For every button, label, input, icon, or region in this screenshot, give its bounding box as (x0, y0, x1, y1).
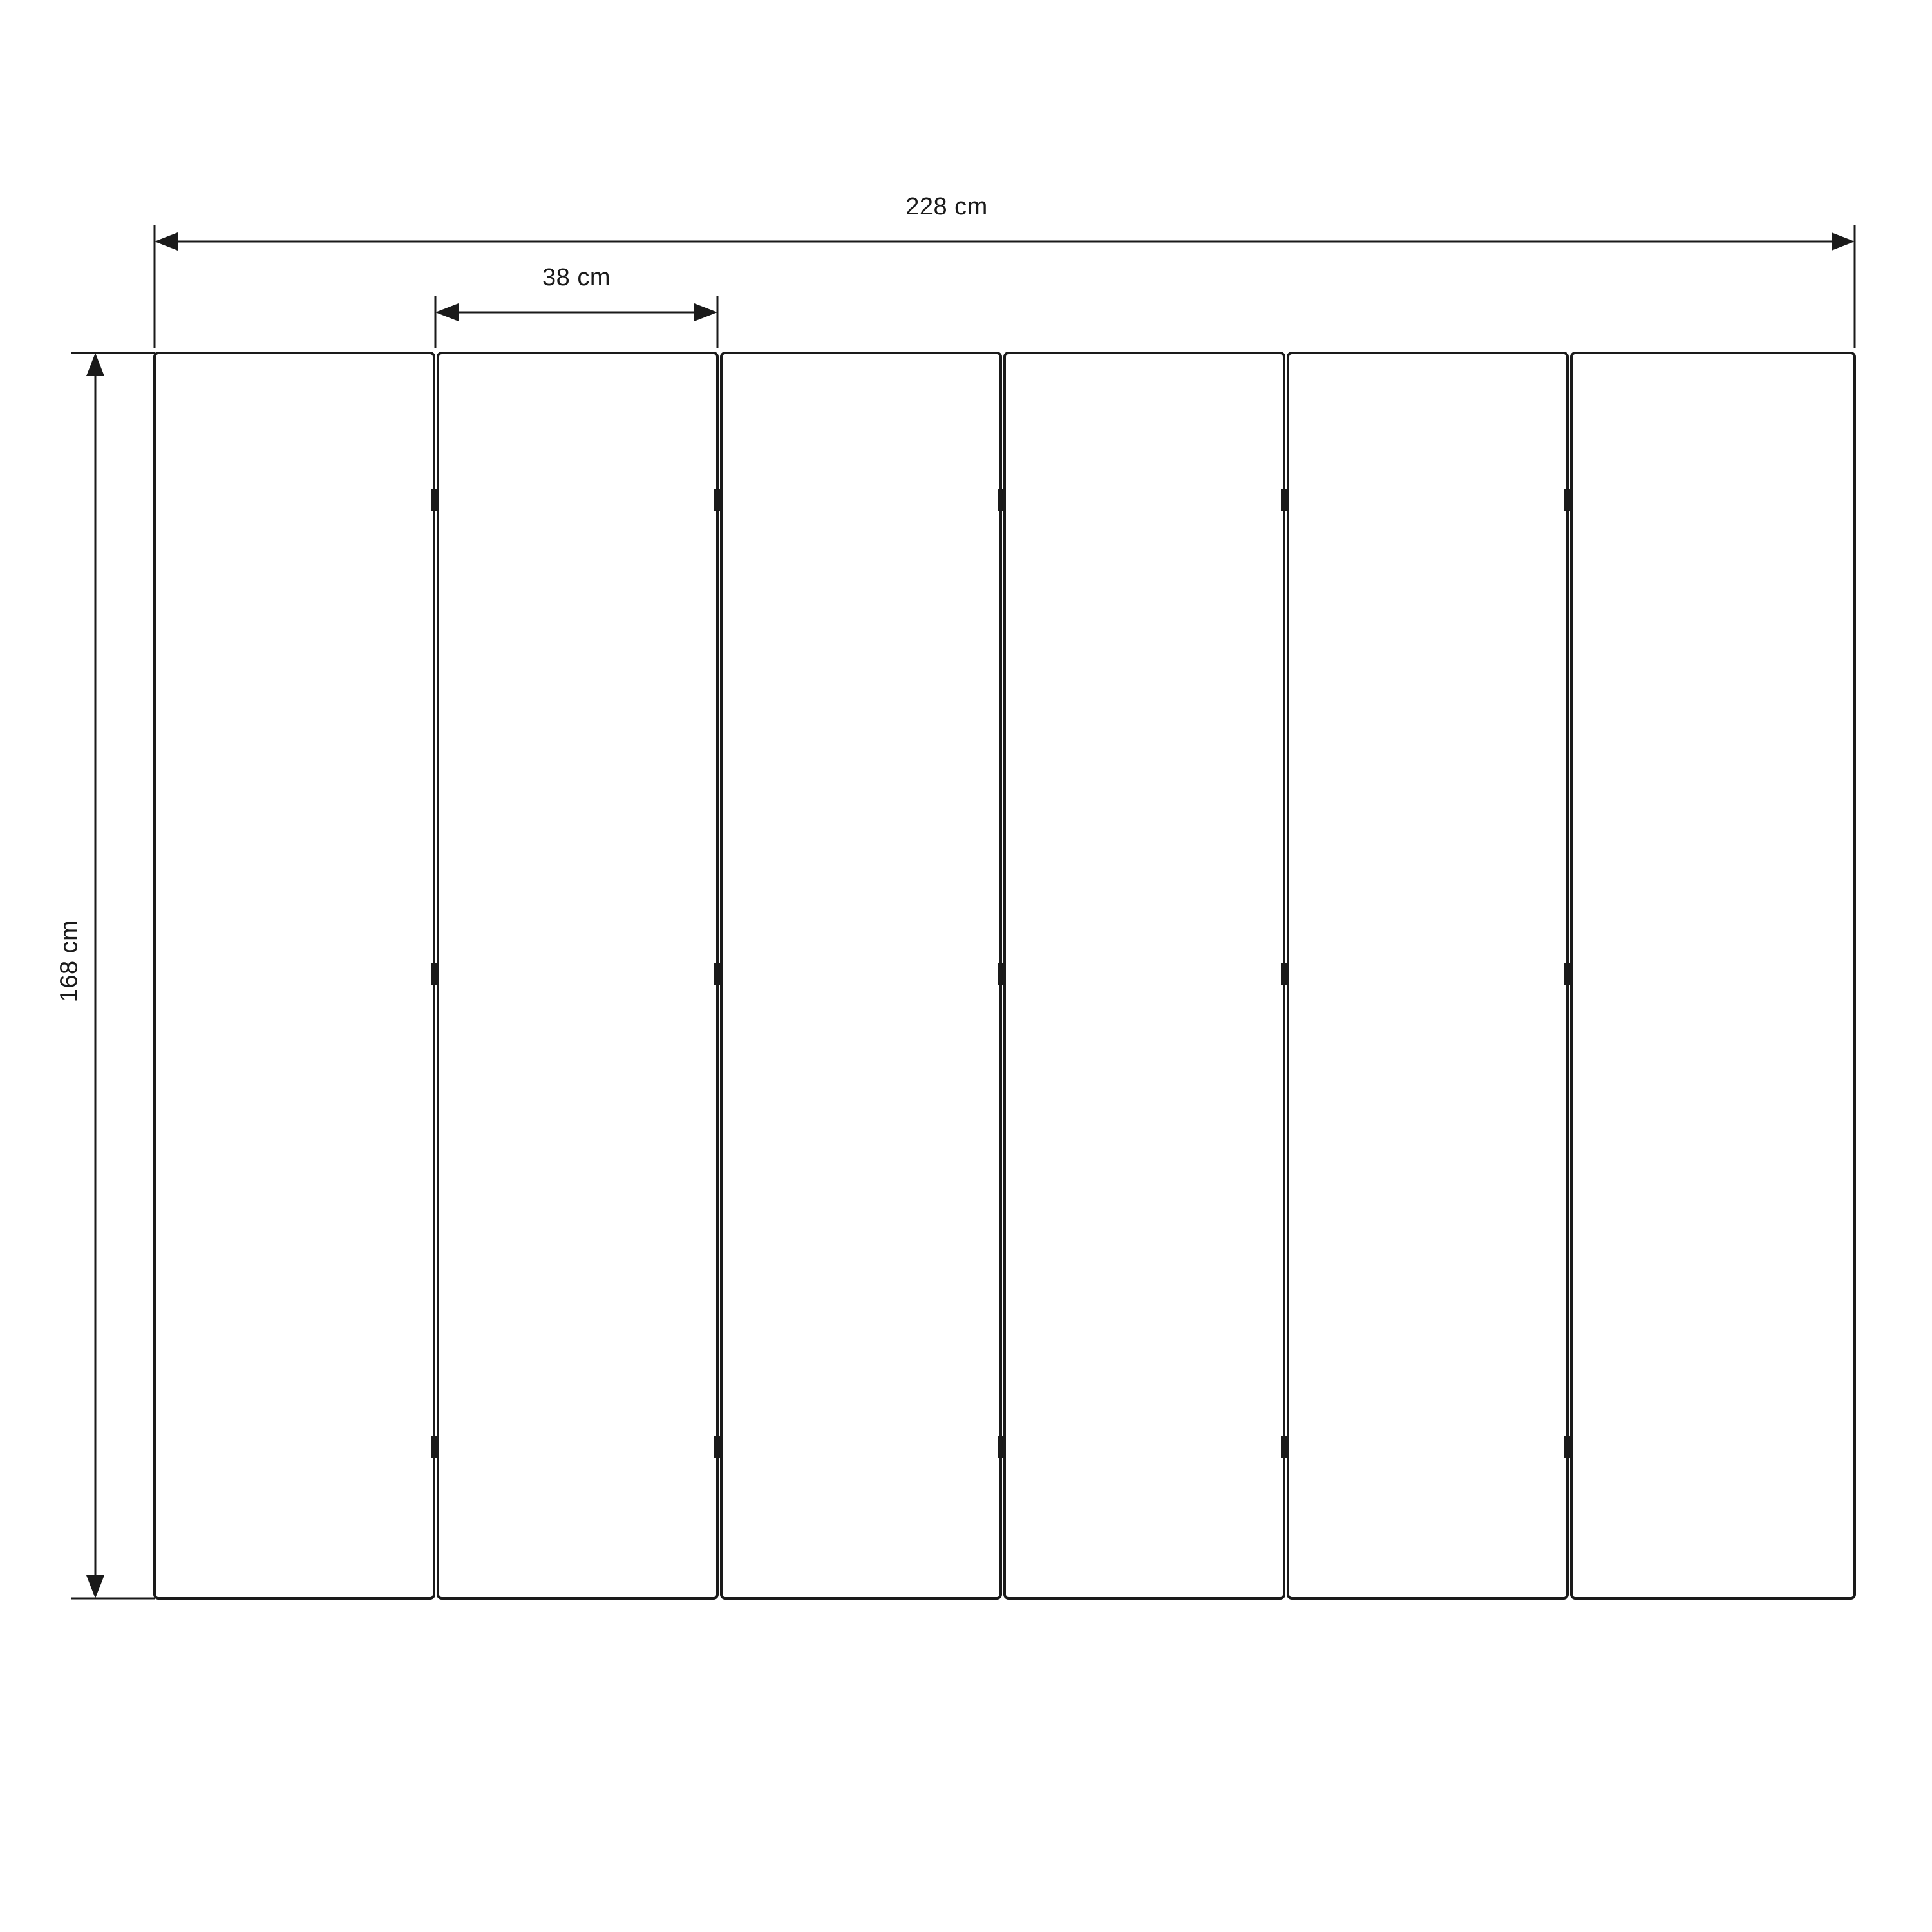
hinge-joint-1-middle (431, 963, 439, 985)
arrow-panel-left (435, 303, 459, 321)
hinge-joint-1-bottom (431, 1436, 439, 1458)
hinge-joint-2-middle (714, 963, 722, 985)
total-width-dimension (155, 225, 1855, 348)
total-width-label: 228 cm (905, 193, 988, 220)
height-dimension (71, 353, 155, 1598)
panel-4[interactable] (1005, 353, 1284, 1598)
hinge-joint-2-top (714, 489, 722, 511)
hinge-joint-3-top (998, 489, 1005, 511)
hinge-joint-5-middle (1564, 963, 1572, 985)
panel-width-label: 38 cm (542, 264, 611, 291)
hinge-joint-5-bottom (1564, 1436, 1572, 1458)
arrow-top (86, 353, 104, 376)
arrow-bottom (86, 1575, 104, 1598)
hinge-joint-5-top (1564, 489, 1572, 511)
panel-1[interactable] (155, 353, 434, 1598)
arrow-right (1832, 232, 1855, 251)
height-label: 168 cm (55, 920, 83, 1003)
hinge-joint-4-top (1281, 489, 1289, 511)
hinge-joint-3-middle (998, 963, 1005, 985)
arrow-left (155, 232, 178, 251)
hinge-joint-2-bottom (714, 1436, 722, 1458)
hinge-joint-4-middle (1281, 963, 1289, 985)
hinge-joint-1-top (431, 489, 439, 511)
panel-5[interactable] (1288, 353, 1567, 1598)
arrow-panel-right (694, 303, 717, 321)
panel-3[interactable] (721, 353, 1001, 1598)
panel-2[interactable] (438, 353, 717, 1598)
panel-6[interactable] (1571, 353, 1855, 1598)
hinge-joint-4-bottom (1281, 1436, 1289, 1458)
hinge-joint-3-bottom (998, 1436, 1005, 1458)
panel-width-dimension (435, 296, 717, 348)
